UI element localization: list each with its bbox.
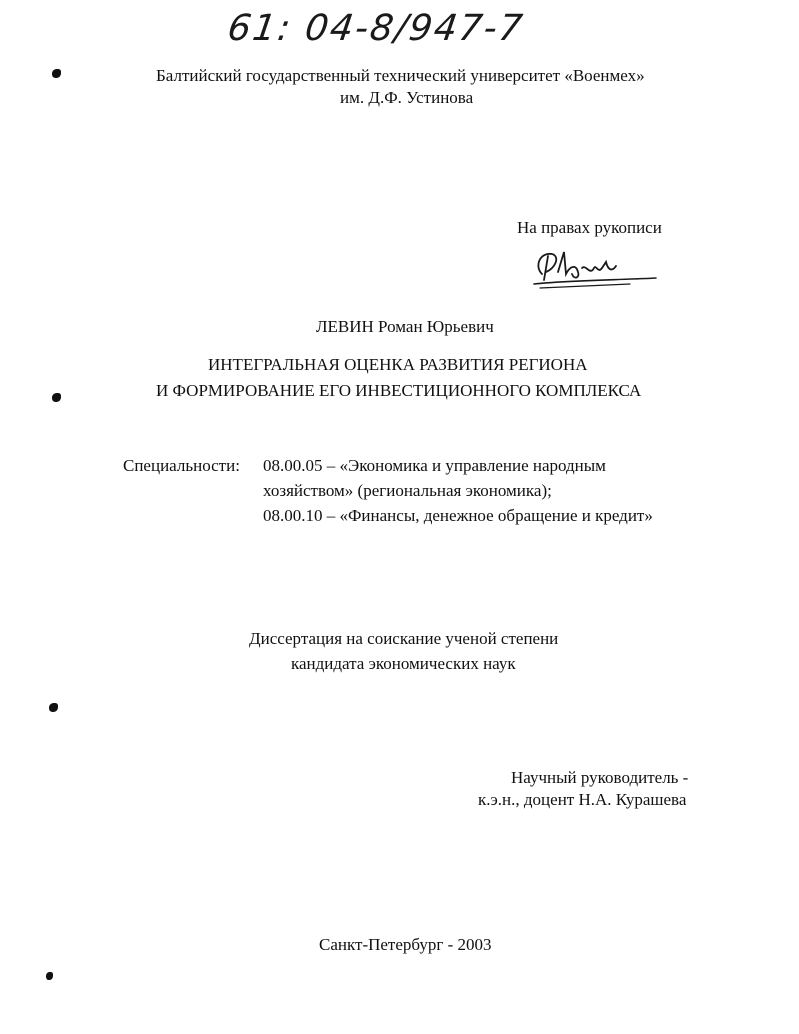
punch-hole-mark xyxy=(49,703,58,712)
specialty-line-1: 08.00.05 – «Экономика и управление народным xyxy=(263,456,606,475)
manuscript-notice: На правах рукописи xyxy=(517,218,662,237)
specialties-label: Специальности: xyxy=(123,456,240,475)
institution-named-after: им. Д.Ф. Устинова xyxy=(340,88,474,107)
supervisor-name: к.э.н., доцент Н.А. Курашева xyxy=(478,790,687,809)
supervisor-title: Научный руководитель - xyxy=(511,768,689,787)
punch-hole-mark xyxy=(52,69,61,78)
punch-hole-mark xyxy=(46,972,53,980)
degree-line-1: Диссертация на соискание ученой степени xyxy=(249,629,559,648)
degree-line-2: кандидата экономических наук xyxy=(291,654,516,673)
punch-hole-mark xyxy=(52,393,61,402)
author-signature xyxy=(530,244,660,292)
author-name: ЛЕВИН Роман Юрьевич xyxy=(316,317,494,336)
specialty-line-2: хозяйством» (региональная экономика); xyxy=(263,481,552,500)
place-and-year: Санкт-Петербург - 2003 xyxy=(319,935,492,954)
dissertation-title-line-2: И ФОРМИРОВАНИЕ ЕГО ИНВЕСТИЦИОННОГО КОМПЛЕКСА xyxy=(156,381,642,400)
dissertation-title-line-1: ИНТЕГРАЛЬНАЯ ОЦЕНКА РАЗВИТИЯ РЕГИОНА xyxy=(208,355,588,374)
handwritten-catalog-number: 61: 04-8/947-7 xyxy=(225,8,527,49)
institution-name: Балтийский государственный технический университет «Военмех» xyxy=(156,66,645,85)
specialty-line-3: 08.00.10 – «Финансы, денежное обращение и кредит» xyxy=(263,506,653,525)
